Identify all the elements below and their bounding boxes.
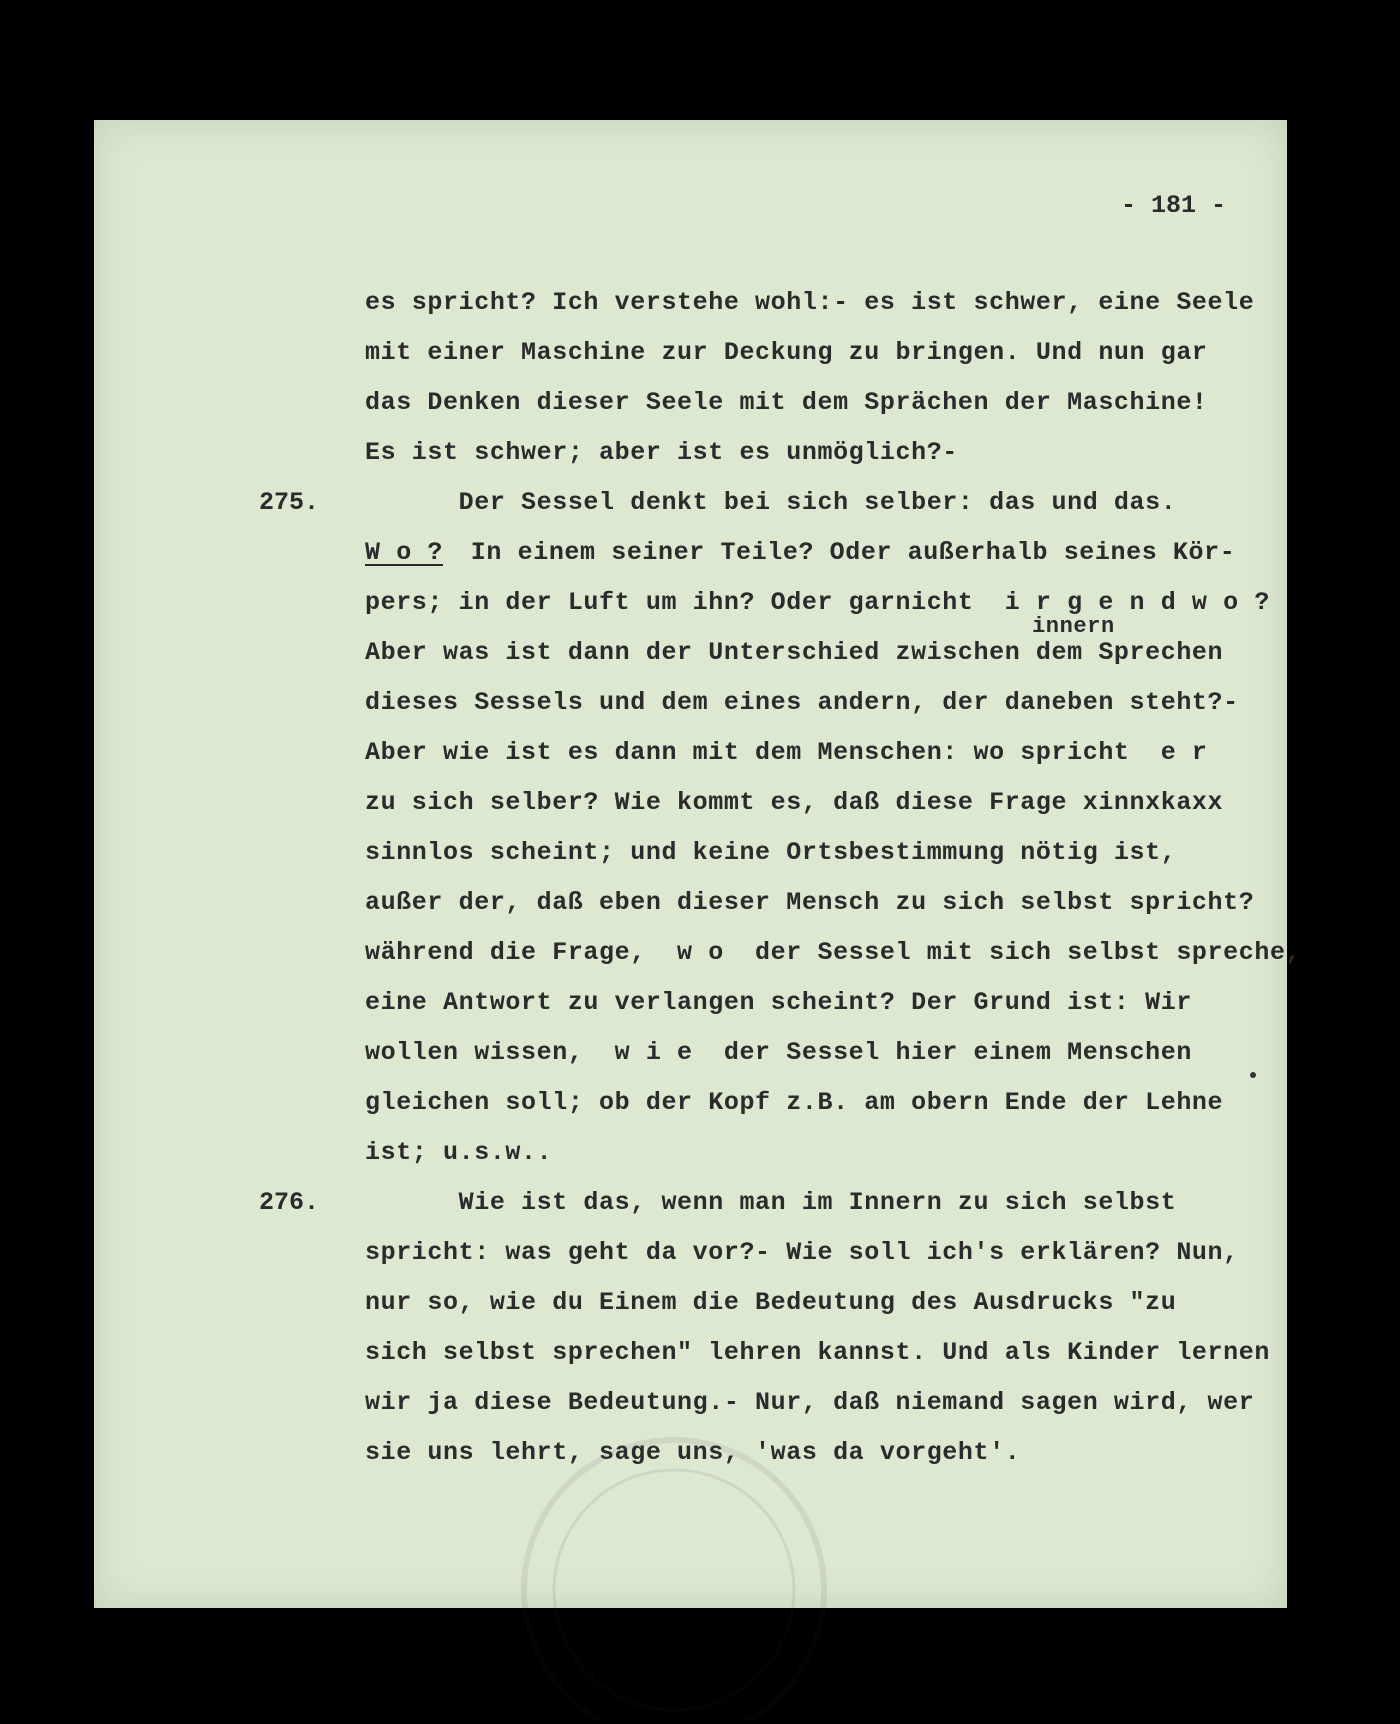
text-line-10: Aber wie ist es dann mit dem Menschen: wo spricht e r (365, 738, 1208, 767)
text-line-6: In einem seiner Teile? Oder außerhalb seines Kör- (424, 538, 1236, 567)
text-line-14: während die Frage, w o der Sessel mit sich selbst spreche, (365, 938, 1302, 967)
text-line-23: wir ja diese Bedeutung.- Nur, daß niemand sagen wird, wer (365, 1388, 1255, 1417)
text-line-17: gleichen soll; ob der Kopf z.B. am obern Ende der Lehne (365, 1088, 1224, 1117)
underlined-word-wo: W o ? (365, 538, 444, 567)
text-line-7: pers; in der Luft um ihn? Oder garnicht i r g e n d w o ? (365, 588, 1270, 617)
text-line-16: wollen wissen, w i e der Sessel hier einem Menschen (365, 1038, 1192, 1067)
text-line-4: Es ist schwer; aber ist es unmöglich?- (365, 438, 958, 467)
text-line-3: das Denken dieser Seele mit dem Sprächen der Maschine! (365, 388, 1208, 417)
text-line-11: zu sich selber? Wie kommt es, daß diese Frage xinnxkaxx (365, 788, 1224, 817)
text-line-21: nur so, wie du Einem die Bedeutung des Ausdrucks "zu (365, 1288, 1177, 1317)
ink-dot (1250, 1072, 1256, 1078)
text-line-5: Der Sessel denkt bei sich selber: das und das. (365, 488, 1177, 517)
text-line-18: ist; u.s.w.. (365, 1138, 553, 1167)
section-number-275: 275. (259, 488, 320, 517)
text-line-9: dieses Sessels und dem eines andern, der daneben steht?- (365, 688, 1239, 717)
text-line-15: eine Antwort zu verlangen scheint? Der Grund ist: Wir (365, 988, 1192, 1017)
text-line-12: sinnlos scheint; und keine Ortsbestimmung nötig ist, (365, 838, 1177, 867)
page-number: - 181 - (1121, 191, 1227, 220)
section-number-276: 276. (259, 1188, 320, 1217)
text-line-1: es spricht? Ich verstehe wohl:- es ist schwer, eine Seele (365, 288, 1255, 317)
text-line-13: außer der, daß eben dieser Mensch zu sich selbst spricht? (365, 888, 1255, 917)
typewritten-page (94, 120, 1302, 1608)
text-line-2: mit einer Maschine zur Deckung zu bringen. Und nun gar (365, 338, 1208, 367)
text-line-19: Wie ist das, wenn man im Innern zu sich selbst (365, 1188, 1177, 1217)
text-line-20: spricht: was geht da vor?- Wie soll ich's erklären? Nun, (365, 1238, 1239, 1267)
insertion-innern: innern (1032, 614, 1115, 639)
text-line-8: Aber was ist dann der Unterschied zwischen dem Sprechen (365, 638, 1224, 667)
text-line-24: sie uns lehrt, sage uns, 'was da vorgeht'. (365, 1438, 1021, 1467)
text-line-22: sich selbst sprechen" lehren kannst. Und als Kinder lernen (365, 1338, 1270, 1367)
